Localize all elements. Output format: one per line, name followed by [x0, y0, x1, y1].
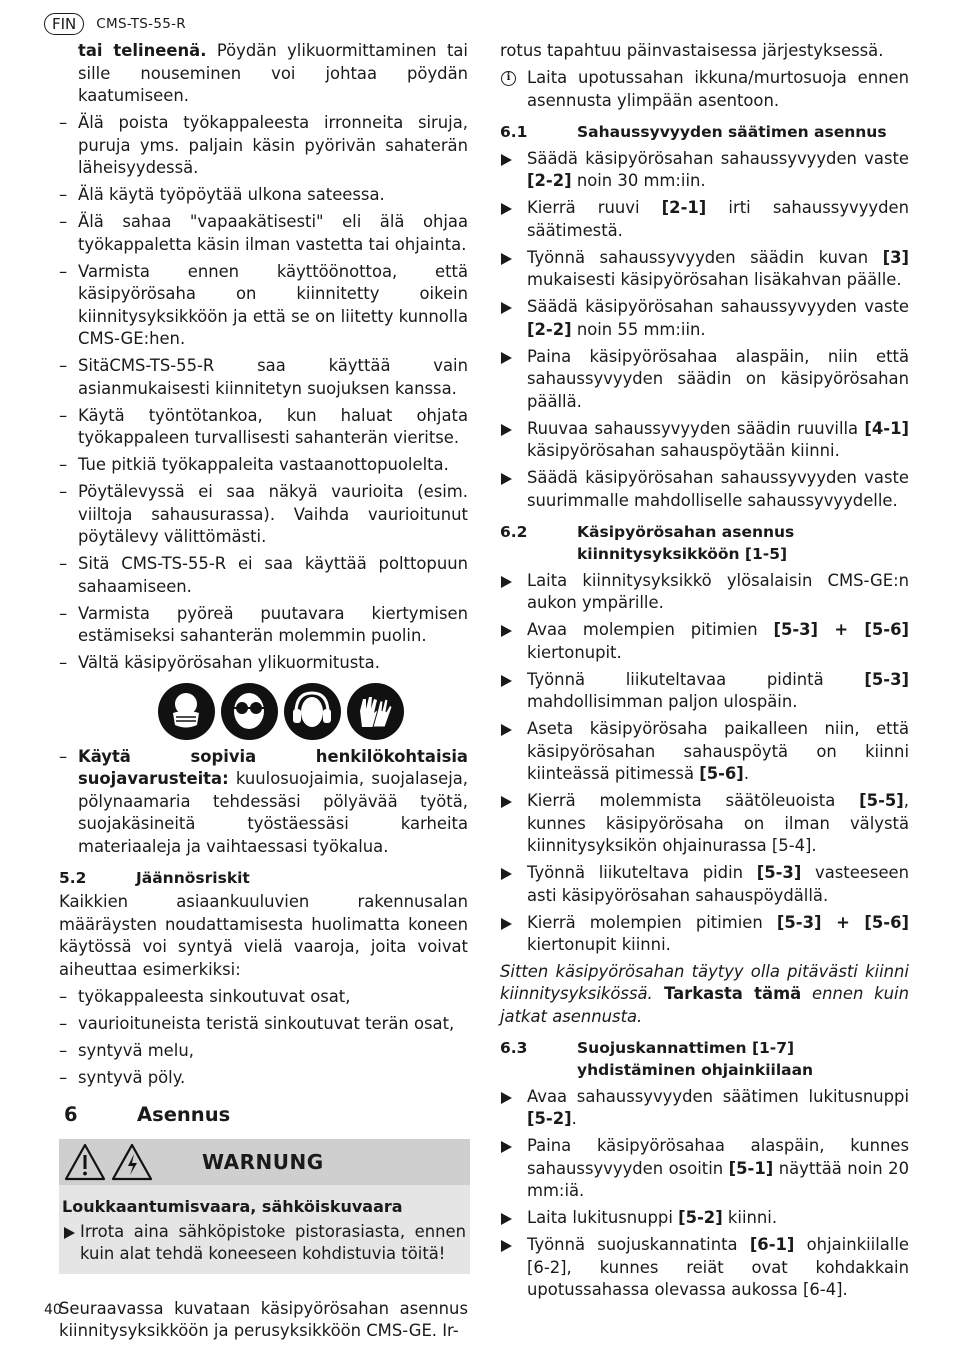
step-text: kiertonupit. — [527, 642, 622, 662]
step-ref: [5-2] — [527, 1109, 572, 1128]
intro-text: Pöydän ylikuormittaminen tai sille nouseminen voi johtaa pöydän kaatumiseen. — [78, 41, 468, 105]
step-item — [500, 296, 909, 341]
warning-subtitle: Loukkaantumisvaara, sähköiskuvaara — [62, 1197, 403, 1216]
continued-text: rotus tapahtuu päinvastaisessa järjestyksessä. — [500, 41, 884, 60]
section-6-1-steps — [500, 148, 909, 513]
step-text: käsipyörösahan sahauspöytään kiinni. — [527, 441, 840, 460]
list-item: – Pöytälevyssä ei saa näkyä vaurioita (esim. viiltoja sahausurassa). Vaihda vaurioitunut pöytälevy välittömästi. — [59, 481, 468, 549]
section-number: 6.2 — [500, 523, 528, 541]
step-item — [500, 148, 909, 193]
section-number: 6 — [64, 1103, 78, 1126]
step-ref: [3] — [882, 247, 909, 267]
section-title: Jäännösriskit — [136, 869, 250, 887]
step-ref: [5-2] — [678, 1208, 723, 1227]
warning-instruction: Irrota aina sähköpistoke pistorasiasta, ennen kuin alat tehdä koneeseen kohdistuvia töitä! — [62, 1221, 466, 1266]
section-5-2-heading — [59, 867, 468, 889]
safety-glasses-icon — [221, 683, 278, 740]
warning-title: WARNUNG — [202, 1149, 324, 1174]
list-item: – Tue pitkiä työkappaleita vastaanottopuolelta. — [59, 454, 468, 477]
section-title: Sahaussyvyyden säätimen asennus — [577, 123, 887, 141]
section-6-1-heading — [500, 121, 909, 143]
list-item: – SitäCMS-TS-55-R saa käyttää vain asianmukaisesti kiinnitetyn suojuksen kanssa. — [59, 355, 468, 400]
step-item — [500, 418, 909, 463]
step-ref: [5-3] — [756, 863, 802, 882]
info-note — [500, 67, 909, 112]
step-text: noin 55 mm:iin. — [571, 319, 706, 339]
section-6-2-heading — [500, 521, 909, 565]
step-ref: [5-3] + [5-6] — [776, 912, 909, 932]
language-badge: FIN — [44, 13, 84, 35]
section-6-heading — [59, 1102, 468, 1128]
page-header — [44, 12, 186, 36]
step-text: Ruuvaa sahaussyvyyden säädin ruuvilla — [527, 418, 865, 438]
step-item — [500, 1207, 909, 1230]
list-item: – Varmista ennen käyttöönottoa, että käsipyörösaha on kiinnitetty oikein kiinnitysyksikköön ja että se on liitetty kunnolla CMS-GE:hen. — [59, 261, 468, 351]
step-text: Kierrä molempien pitimien — [527, 912, 777, 932]
ppe-paragraph — [59, 746, 468, 859]
step-text: Työnnä liikuteltava pidin — [527, 863, 757, 882]
step-ref: [4-1] — [864, 418, 909, 438]
step-item — [500, 197, 909, 242]
section-title: Suojuskannattimen [1-7] yhdistäminen ohjainkiilaan — [577, 1039, 814, 1079]
step-text: ohjainkiilalle [6-2], kunnes reiät ovat kohdakkain upotussahassa olevassa aukossa [6-4]. — [527, 1235, 909, 1299]
risk-list — [59, 986, 468, 1090]
note-italic: ennen kuin jatkat asennusta. — [500, 984, 909, 1026]
list-item: – syntyvä melu, — [59, 1040, 468, 1063]
electric-hazard-icon — [111, 1143, 153, 1181]
step-ref: [2-1] — [661, 198, 707, 217]
step-ref: [6-1] — [749, 1235, 795, 1254]
step-item — [500, 862, 909, 907]
list-item: – Älä käytä työpöytää ulkona sateessa. — [59, 184, 468, 207]
gloves-icon — [347, 683, 404, 740]
step-item — [500, 619, 909, 664]
step-ref: [5-6] — [699, 764, 744, 783]
step-ref: [2-2] — [527, 171, 572, 190]
step-text: näyttää noin 20 mm:iä. — [527, 1158, 909, 1200]
step-text: Säädä käsipyörösahan sahaussyvyyden vaste suurimmalle mahdolliselle sahaussyvyydelle. — [527, 468, 909, 510]
section-number: 5.2 — [59, 869, 87, 887]
step-text: Kierrä molemmista säätöleuoista — [527, 791, 860, 810]
info-text: Laita upotussahan ikkuna/murtosuoja ennen asennusta ylimpään asentoon. — [527, 68, 909, 110]
step-text: Työnnä liikuteltavaa pidintä — [527, 669, 865, 689]
step-text: Säädä käsipyörösahan sahaussyvyyden vaste — [527, 297, 909, 316]
section-5-2-text: Kaikkien asiaankuuluvien rakennusalan määräysten noudattamisesta huolimatta koneen käytössä voi syntyä vielä vaaroja, joita voivat aiheuttaa esimerkiksi: — [59, 892, 468, 979]
step-ref: [5-5] — [859, 791, 904, 810]
step-text: irti sahaussyvyyden säätimestä. — [527, 198, 909, 240]
warning-triangle-icon — [64, 1143, 106, 1181]
step-text: kiertonupit kiinni. — [527, 935, 671, 954]
step-ref: [5-1] — [728, 1158, 774, 1178]
step-text: Paina käsipyörösahaa alaspäin, kunnes sahaussyvyyden osoitin — [527, 1136, 909, 1178]
step-item — [500, 467, 909, 512]
step-ref: [5-3] + [5-6] — [773, 620, 909, 639]
list-item: – syntyvä pöly. — [59, 1067, 468, 1090]
step-ref: [5-3] — [864, 669, 909, 689]
step-text: vasteeseen asti käsipyörösahan sahauspöydällä. — [527, 863, 909, 905]
section-6-2-steps — [500, 570, 909, 957]
step-text: Säädä käsipyörösahan sahaussyvyyden vaste — [527, 148, 909, 168]
warning-box — [59, 1139, 470, 1274]
step-item — [500, 912, 909, 957]
warning-body — [59, 1185, 470, 1274]
step-ref: [2-2] — [527, 319, 572, 339]
check-note — [500, 961, 909, 1029]
step-item — [500, 790, 909, 858]
info-icon: i — [501, 71, 516, 86]
model-name: CMS-TS-55-R — [96, 15, 186, 32]
step-item — [500, 346, 909, 414]
warning-header — [59, 1139, 470, 1185]
assembly-intro: Seuraavassa kuvataan käsipyörösahan asennus kiinnitysyksikköön ja perusyksikköön CMS-GE. Ir- — [59, 1298, 468, 1340]
step-item — [500, 570, 909, 615]
step-text: kiinni. — [722, 1208, 778, 1227]
step-text: Kierrä ruuvi — [527, 198, 662, 217]
ppe-text: kuulosuojaimia, suojalaseja, pölynaamaria tehdessäsi pölyävää työtä, suojakäsineitä työstäessäsi karheita materiaaleja ja vaihtaessasi työkalua. — [78, 769, 468, 856]
step-text: Avaa molempien pitimien — [527, 620, 774, 639]
intro-paragraph — [59, 40, 468, 108]
step-text: . — [743, 764, 750, 783]
section-number: 6.1 — [500, 123, 528, 141]
step-text: noin 30 mm:iin. — [571, 171, 706, 190]
list-item: – Varmista pyöreä puutavara kiertymisen estämiseksi sahanterän molemmin puolin. — [59, 603, 468, 648]
step-text: Avaa sahaussyvyyden säätimen lukitusnuppi — [527, 1086, 909, 1106]
step-item — [500, 669, 909, 714]
step-text: mukaisesti käsipyörösahan lisäkahvan päälle. — [527, 270, 902, 289]
step-item — [500, 1086, 909, 1131]
intro-bold: tai telineenä. — [78, 41, 207, 60]
section-title: Asennus — [137, 1103, 231, 1126]
list-item: – vaurioituneista teristä sinkoutuvat terän osat, — [59, 1013, 468, 1036]
left-column — [59, 40, 468, 1343]
step-text: Aseta käsipyörösaha paikalleen niin, että käsipyörösahan sahauspöytä on kiinni kiinteässä pitimessä — [527, 719, 909, 783]
step-text: Paina käsipyörösahaa alaspäin, niin että sahaussyvyyden säädin on käsipyörösahan päällä. — [527, 346, 909, 411]
list-item: – Käytä työntötankoa, kun haluat ohjata työkappaleen turvallisesti sahanterän vieritse. — [59, 405, 468, 450]
ppe-bold: Käytä sopivia henkilökohtaisia suojavarusteita: — [78, 746, 468, 788]
safety-list — [59, 112, 468, 675]
ppe-icons — [59, 683, 468, 740]
step-item — [500, 1135, 909, 1203]
step-text: . — [571, 1109, 577, 1128]
ear-protection-icon — [284, 683, 341, 740]
section-6-3-heading — [500, 1037, 909, 1081]
page-number: 40 — [44, 1302, 62, 1318]
right-column — [500, 40, 909, 1302]
step-text: Työnnä sahaussyvyyden säädin kuvan — [527, 247, 883, 267]
list-item: – Älä sahaa "vapaakätisesti" eli älä ohjaa työkappaletta käsin ilman vastetta tai ohjainta. — [59, 211, 468, 256]
list-item: – työkappaleesta sinkoutuvat osat, — [59, 986, 468, 1009]
list-item: – Sitä CMS-TS-55-R ei saa käyttää polttopuun sahaamiseen. — [59, 553, 468, 598]
section-6-3-steps — [500, 1086, 909, 1302]
step-text: Laita lukitusnuppi — [527, 1208, 679, 1227]
note-bold: Tarkasta tämä — [652, 984, 802, 1003]
step-text: , kunnes käsipyörösaha on ilman välystä kiinnitysyksikön ohjainurassa [5-4]. — [527, 791, 909, 855]
list-item: – Älä poista työkappaleesta irronneita siruja, puruja yms. paljain käsin pyörivän sahaterän läheisyydessä. — [59, 112, 468, 180]
step-text: Työnnä suojuskannatinta — [527, 1235, 750, 1254]
dust-mask-icon — [158, 683, 215, 740]
section-title: Käsipyörösahan asennus kiinnitysyksikköön [1-5] — [577, 523, 795, 563]
list-item: – Vältä käsipyörösahan ylikuormitusta. — [59, 652, 468, 675]
step-item — [500, 718, 909, 786]
note-italic: Sitten käsipyörösahan täytyy olla pitävästi kiinni kiinnitysyksikössä. — [500, 961, 909, 1003]
section-number: 6.3 — [500, 1039, 528, 1057]
step-item — [500, 1234, 909, 1302]
step-text: Laita kiinnitysyksikkö ylösalaisin CMS-GE:n aukon ympärille. — [527, 570, 909, 612]
step-item — [500, 247, 909, 292]
step-text: mahdollisimman paljon ulospäin. — [527, 692, 798, 711]
